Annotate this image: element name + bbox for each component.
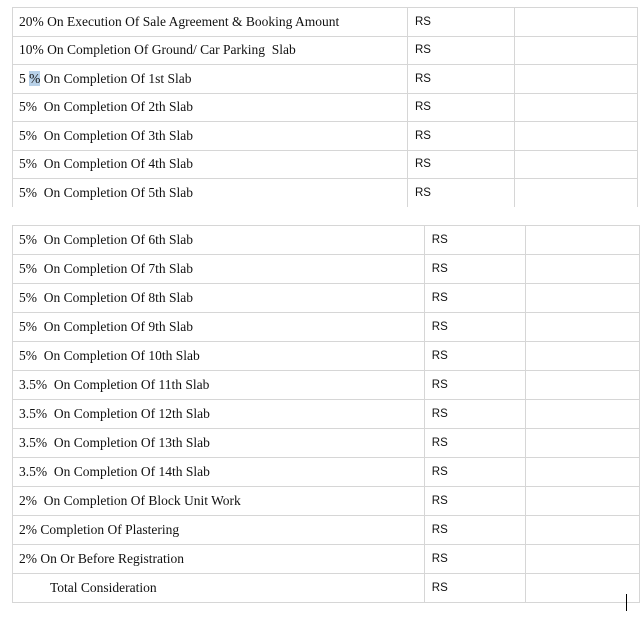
stage-cell[interactable]: 2% On Completion Of Block Unit Work [13,487,425,516]
amount-label-cell[interactable]: RS [408,8,515,37]
amount-label-cell[interactable]: RS [424,516,525,545]
amount-label-cell[interactable]: RS [424,545,525,574]
stage-cell[interactable]: 5% On Completion Of 6th Slab [13,226,425,255]
amount-cell[interactable] [525,429,639,458]
stage-cell[interactable] [13,65,408,94]
amount-label-cell[interactable]: RS [424,400,525,429]
table-row [13,429,640,458]
amount-label-cell[interactable]: RS [424,429,525,458]
amount-cell[interactable] [525,313,639,342]
amount-label-cell[interactable]: RS [408,36,515,65]
amount-label-cell[interactable]: RS [424,284,525,313]
amount-cell[interactable] [515,179,638,208]
amount-cell[interactable] [515,8,638,37]
table-row [13,313,640,342]
stage-cell[interactable]: 5% On Completion Of 7th Slab [13,255,425,284]
payment-schedule-table-bottom [12,225,640,603]
table-row [13,400,640,429]
amount-cell[interactable] [525,255,639,284]
table-row [13,226,640,255]
table-row [13,150,638,179]
stage-cell[interactable]: 20% On Execution Of Sale Agreement & Booking Amount [13,8,408,37]
amount-label-cell[interactable]: RS [408,150,515,179]
stage-rest: On Completion Of 1st Slab [40,70,192,86]
stage-cell[interactable]: 3.5% On Completion Of 13th Slab [13,429,425,458]
amount-label-cell[interactable]: RS [424,574,525,603]
amount-cell[interactable] [525,487,639,516]
table-row [13,255,640,284]
table-row [13,36,638,65]
table-row [13,179,638,208]
stage-cell[interactable]: 5% On Completion Of 8th Slab [13,284,425,313]
amount-cell[interactable] [525,458,639,487]
table-row [13,516,640,545]
amount-label-cell[interactable]: RS [424,487,525,516]
table-row [13,122,638,151]
amount-cell[interactable] [525,284,639,313]
stage-cell[interactable]: 5% On Completion Of 10th Slab [13,342,425,371]
amount-label-cell[interactable]: RS [424,458,525,487]
amount-cell[interactable] [525,342,639,371]
table-row [13,284,640,313]
amount-label-cell[interactable]: RS [408,93,515,122]
table-row [13,487,640,516]
amount-cell[interactable] [515,93,638,122]
table-row [13,371,640,400]
stage-cell[interactable]: 3.5% On Completion Of 12th Slab [13,400,425,429]
amount-cell[interactable] [525,226,639,255]
amount-cell[interactable] [525,400,639,429]
amount-cell[interactable] [515,65,638,94]
selected-text-highlight[interactable]: % [29,70,41,86]
stage-cell[interactable]: 2% On Or Before Registration [13,545,425,574]
stage-cell[interactable]: 5% On Completion Of 9th Slab [13,313,425,342]
amount-cell[interactable] [515,36,638,65]
stage-cell[interactable]: 3.5% On Completion Of 11th Slab [13,371,425,400]
stage-cell[interactable]: 5% On Completion Of 3th Slab [13,122,408,151]
table-row [13,545,640,574]
total-row [13,574,640,603]
amount-label-cell[interactable]: RS [424,342,525,371]
table-row [13,458,640,487]
stage-pct-number: 5 [19,70,30,86]
amount-cell[interactable] [515,150,638,179]
amount-cell[interactable] [525,371,639,400]
amount-cell[interactable] [515,122,638,151]
stage-cell[interactable]: 5% On Completion Of 2th Slab [13,93,408,122]
amount-label-cell[interactable]: RS [424,226,525,255]
table-row [13,65,638,94]
table-row [13,8,638,37]
stage-cell[interactable]: 5% On Completion Of 5th Slab [13,179,408,208]
amount-label-cell[interactable]: RS [408,179,515,208]
amount-label-cell[interactable]: RS [424,313,525,342]
total-amount-cell[interactable] [525,574,639,603]
text-cursor [626,594,627,611]
stage-cell[interactable]: 5% On Completion Of 4th Slab [13,150,408,179]
amount-cell[interactable] [525,545,639,574]
table-row [13,93,638,122]
stage-cell[interactable]: 3.5% On Completion Of 14th Slab [13,458,425,487]
amount-label-cell[interactable]: RS [424,371,525,400]
amount-label-cell[interactable]: RS [408,122,515,151]
amount-label-cell[interactable]: RS [408,65,515,94]
table-row [13,342,640,371]
amount-cell[interactable] [525,516,639,545]
stage-cell[interactable]: 10% On Completion Of Ground/ Car Parking Slab [13,36,408,65]
payment-schedule-table-top [12,7,638,207]
amount-label-cell[interactable]: RS [424,255,525,284]
total-consideration-label[interactable]: Total Consideration [13,574,425,603]
stage-cell[interactable]: 2% Completion Of Plastering [13,516,425,545]
